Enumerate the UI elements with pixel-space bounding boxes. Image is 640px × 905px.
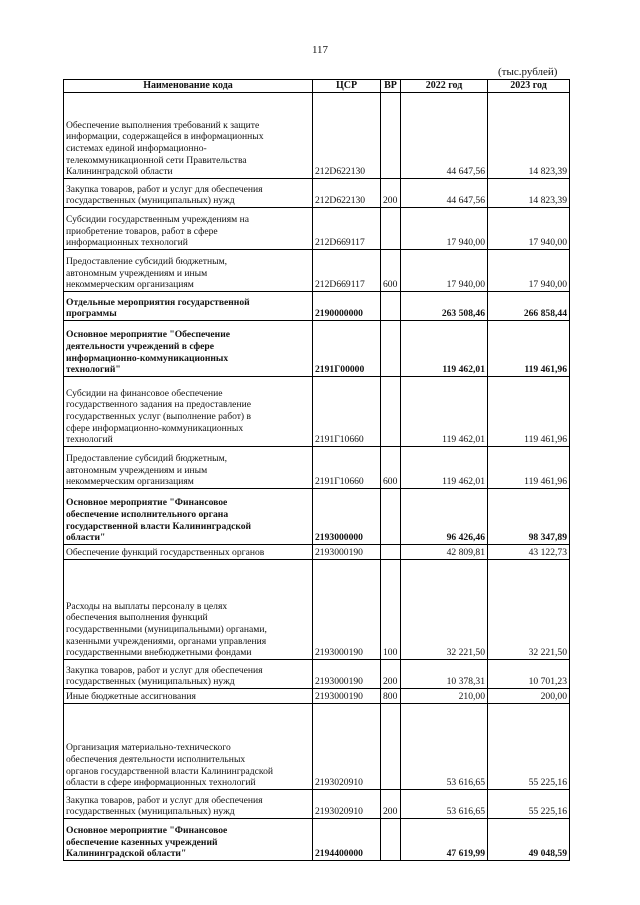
row-name: Организация материально-технического обеспечения деятельности исполнительных органов государственной власти Калининградской области в сфере информационных технологий [64, 704, 313, 790]
table-row [64, 560, 570, 660]
row-vr-code: 100 [381, 560, 401, 660]
row-name: Иные бюджетные ассигнования [64, 689, 313, 704]
row-csr-code: 2193000000 [313, 489, 381, 545]
row-name: Основное мероприятие "Обеспечение деятельности учреждений в сфере информационно-коммуникационных технологий" [64, 321, 313, 377]
row-amount-2023: 200,00 [488, 689, 570, 704]
row-amount-2022: 44 647,56 [401, 93, 488, 179]
table-row [64, 377, 570, 447]
row-amount-2023: 55 225,16 [488, 704, 570, 790]
table-header-row [64, 80, 570, 93]
row-csr-code: 212D622130 [313, 93, 381, 179]
table-row [64, 250, 570, 292]
row-csr-code: 2193000190 [313, 660, 381, 689]
table-row [64, 447, 570, 489]
row-name: Закупка товаров, работ и услуг для обеспечения государственных (муниципальных) нужд [64, 660, 313, 689]
row-amount-2022: 263 508,46 [401, 292, 488, 321]
row-vr-code [381, 93, 401, 179]
table-row [64, 321, 570, 377]
row-name: Закупка товаров, работ и услуг для обеспечения государственных (муниципальных) нужд [64, 179, 313, 208]
row-name: Основное мероприятие "Финансовое обеспечение исполнительного органа государственной власти Калининградской области" [64, 489, 313, 545]
table-row [64, 93, 570, 179]
page-number: 117 [311, 44, 329, 56]
row-amount-2023: 14 823,39 [488, 93, 570, 179]
row-vr-code [381, 208, 401, 250]
row-csr-code: 2194400000 [313, 819, 381, 861]
row-amount-2022: 96 426,46 [401, 489, 488, 545]
row-csr-code: 2191Г10660 [313, 447, 381, 489]
row-amount-2023: 98 347,89 [488, 489, 570, 545]
table-row [64, 489, 570, 545]
row-csr-code: 2193000190 [313, 560, 381, 660]
header-2023: 2023 год [488, 80, 570, 93]
row-amount-2022: 17 940,00 [401, 208, 488, 250]
table-row [64, 292, 570, 321]
row-amount-2023: 43 122,73 [488, 545, 570, 560]
table-row [64, 790, 570, 819]
row-vr-code: 200 [381, 179, 401, 208]
row-amount-2022: 53 616,65 [401, 790, 488, 819]
row-name: Субсидии государственным учреждениям на приобретение товаров, работ в сфере информационных технологий [64, 208, 313, 250]
row-vr-code: 600 [381, 250, 401, 292]
table-body [64, 93, 570, 861]
row-amount-2023: 17 940,00 [488, 250, 570, 292]
row-csr-code: 2193020910 [313, 704, 381, 790]
table-row [64, 179, 570, 208]
units-label: (тыс.рублей) [498, 66, 558, 78]
row-vr-code [381, 704, 401, 790]
header-2022: 2022 год [401, 80, 488, 93]
row-vr-code: 200 [381, 660, 401, 689]
row-amount-2023: 32 221,50 [488, 560, 570, 660]
table-row [64, 545, 570, 560]
row-amount-2023: 49 048,59 [488, 819, 570, 861]
row-name: Расходы на выплаты персоналу в целях обеспечения выполнения функций государственными (муниципальными) органами, казенными учреждениями, органами управления государственными внебюджетными фондами [64, 560, 313, 660]
row-vr-code [381, 819, 401, 861]
row-name: Предоставление субсидий бюджетным, автономным учреждениям и иным некоммерческим организациям [64, 447, 313, 489]
row-amount-2022: 17 940,00 [401, 250, 488, 292]
row-amount-2022: 119 462,01 [401, 377, 488, 447]
budget-table [63, 79, 570, 861]
row-name: Обеспечение функций государственных органов [64, 545, 313, 560]
row-amount-2022: 44 647,56 [401, 179, 488, 208]
row-amount-2023: 14 823,39 [488, 179, 570, 208]
row-amount-2023: 266 858,44 [488, 292, 570, 321]
row-vr-code: 600 [381, 447, 401, 489]
row-amount-2023: 55 225,16 [488, 790, 570, 819]
header-csr: ЦСР [313, 80, 381, 93]
table-row [64, 819, 570, 861]
row-vr-code [381, 377, 401, 447]
row-vr-code [381, 489, 401, 545]
header-vr: ВР [381, 80, 401, 93]
row-amount-2023: 119 461,96 [488, 321, 570, 377]
row-amount-2023: 17 940,00 [488, 208, 570, 250]
row-vr-code: 800 [381, 689, 401, 704]
header-name: Наименование кода [64, 80, 313, 93]
row-amount-2022: 10 378,31 [401, 660, 488, 689]
row-amount-2022: 53 616,65 [401, 704, 488, 790]
row-csr-code: 212D622130 [313, 179, 381, 208]
row-name: Закупка товаров, работ и услуг для обеспечения государственных (муниципальных) нужд [64, 790, 313, 819]
row-csr-code: 2191Г00000 [313, 321, 381, 377]
row-name: Отдельные мероприятия государственной программы [64, 292, 313, 321]
row-amount-2022: 42 809,81 [401, 545, 488, 560]
row-csr-code: 212D669117 [313, 208, 381, 250]
row-name: Предоставление субсидий бюджетным, автономным учреждениям и иным некоммерческим организациям [64, 250, 313, 292]
row-csr-code: 2191Г10660 [313, 377, 381, 447]
row-amount-2023: 10 701,23 [488, 660, 570, 689]
row-amount-2022: 119 462,01 [401, 447, 488, 489]
row-vr-code [381, 545, 401, 560]
row-amount-2022: 119 462,01 [401, 321, 488, 377]
row-vr-code: 200 [381, 790, 401, 819]
row-name: Обеспечение выполнения требований к защите информации, содержащейся в информационных системах единой информационно- телекоммуникационной сети Правительства Калининградской области [64, 93, 313, 179]
row-csr-code: 212D669117 [313, 250, 381, 292]
row-csr-code: 2190000000 [313, 292, 381, 321]
table-row [64, 704, 570, 790]
row-csr-code: 2193020910 [313, 790, 381, 819]
table-row [64, 689, 570, 704]
row-vr-code [381, 292, 401, 321]
row-amount-2023: 119 461,96 [488, 447, 570, 489]
row-csr-code: 2193000190 [313, 689, 381, 704]
row-amount-2022: 210,00 [401, 689, 488, 704]
row-vr-code [381, 321, 401, 377]
table-row [64, 660, 570, 689]
row-name: Основное мероприятие "Финансовое обеспечение казенных учреждений Калининградской области" [64, 819, 313, 861]
row-csr-code: 2193000190 [313, 545, 381, 560]
row-amount-2022: 32 221,50 [401, 560, 488, 660]
row-amount-2023: 119 461,96 [488, 377, 570, 447]
row-amount-2022: 47 619,99 [401, 819, 488, 861]
row-name: Субсидии на финансовое обеспечение государственного задания на предоставление государственных услуг (выполнение работ) в сфере информационно-коммуникационных технологий [64, 377, 313, 447]
table-row [64, 208, 570, 250]
